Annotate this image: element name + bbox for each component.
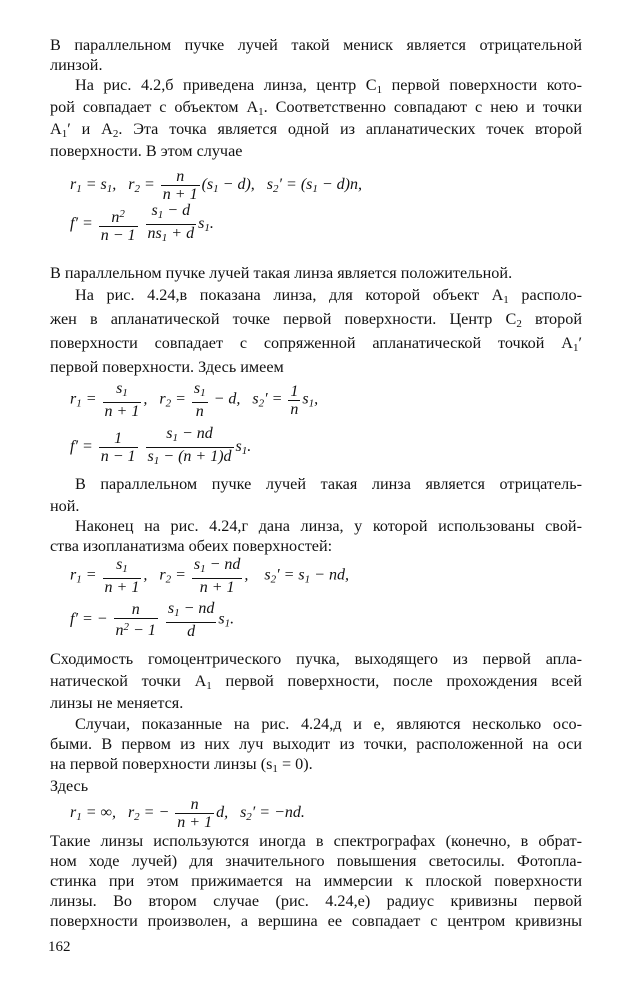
text-line: $A_1'$ и $A_2$. Эта точка является одной из апланатических точек второй bbox=[50, 120, 582, 140]
text-line: поверхности совпадает с сопряженной апланатической точкой $A_1'$ bbox=[50, 334, 582, 354]
equation-7: $r_1$ = ∞, $r_2$ = − $\frac{n}{n + 1}$ d, $s_2' = -nd$. bbox=[70, 796, 305, 831]
text-line: В параллельном пучке лучей такая линза является отрицатель- bbox=[75, 475, 582, 493]
equation-6: f′ = − $\frac{n}{n^2 - 1}$ $\frac{s_1 - nd}{d}$ $s_1$. bbox=[70, 600, 235, 640]
text-line: Такие линзы используются иногда в спектрографах (конечно, в обрат- bbox=[50, 832, 582, 850]
text-line: рой совпадает с объектом $A_1$. Соответственно совпадают с нею и точки bbox=[50, 98, 582, 118]
text-line: ной. bbox=[50, 497, 80, 515]
text-line: поверхности произволен, а вершина ее совпадает с центром кривизны bbox=[50, 912, 582, 930]
text-line: ства изопланатизма обеих поверхностей: bbox=[50, 537, 333, 555]
text-line: На рис. 4.24,в показана линза, для которой объект $A_1$ располо- bbox=[75, 286, 582, 306]
text-line: ном ходе лучей) для значительного повышения светосилы. Фотопла- bbox=[50, 852, 582, 870]
text-line: Здесь bbox=[50, 777, 89, 795]
text-line: В параллельном пучке лучей такая линза является положительной. bbox=[50, 264, 513, 282]
text-line: Наконец на рис. 4.24,г дана линза, у которой использованы свой- bbox=[75, 517, 582, 535]
text-line: первой поверхности. Здесь имеем bbox=[50, 358, 284, 376]
text-line: натической точки $A_1$ первой поверхности, после прохождения всей bbox=[50, 672, 582, 692]
text-line: быми. В первом из них луч выходит из точки, расположенной на оси bbox=[50, 735, 582, 753]
text-line: линзы не меняется. bbox=[50, 694, 184, 712]
equation-1: $r_1 = s_1$, $r_2$ = $\frac{n}{n + 1}$ $(s_1 - d)$, $s_2' = (s_1 - d)n$, bbox=[70, 168, 362, 203]
text-line: линзы. Во втором случае (рис. 4.24,е) радиус кривизны первой bbox=[50, 892, 582, 910]
text-line: на первой поверхности линзы $(s_1 = 0)$. bbox=[50, 755, 313, 775]
text-line: стинка при этом прижимается на иммерсии к плоской поверхности bbox=[50, 872, 582, 890]
text-line: линзой. bbox=[50, 56, 103, 74]
equation-4: f′ = $\frac{1}{n - 1}$ $\frac{s_1 - nd}{s_1 - (n + 1)d}$ $s_1$. bbox=[70, 425, 252, 467]
text-line: Случаи, показанные на рис. 4.24,д и е, являются несколько осо- bbox=[75, 715, 582, 733]
page-number: 162 bbox=[48, 939, 71, 955]
text-line: Сходимость гомоцентрического пучка, выходящего из первой апла- bbox=[50, 650, 582, 668]
equation-5: $r_1$ = $\frac{s_1}{n + 1}$ , $r_2$ = $\frac{s_1 - nd}{n + 1}$ , $s_2' = s_1$ − nd, bbox=[70, 556, 349, 596]
text-line: поверхности. В этом случае bbox=[50, 142, 243, 160]
equation-2: f′ = $\frac{n^2}{n - 1}$ $\frac{s_1 - d}{ns_1 + d}$ $s_1$. bbox=[70, 202, 214, 244]
text-line: В параллельном пучке лучей такой мениск является отрицательной bbox=[50, 36, 582, 54]
text-line: На рис. 4.2,б приведена линза, центр $C_1$ первой поверхности кото- bbox=[75, 76, 582, 96]
text-line: жен в апланатической точке первой поверхности. Центр $C_2$ второй bbox=[50, 310, 583, 330]
equation-3: $r_1$ = $\frac{s_1}{n + 1}$ , $r_2$ = $\frac{s_1}{n}$ − d, $s_2'$ = $\frac{1}{n}$ $s_1$, bbox=[70, 380, 319, 420]
